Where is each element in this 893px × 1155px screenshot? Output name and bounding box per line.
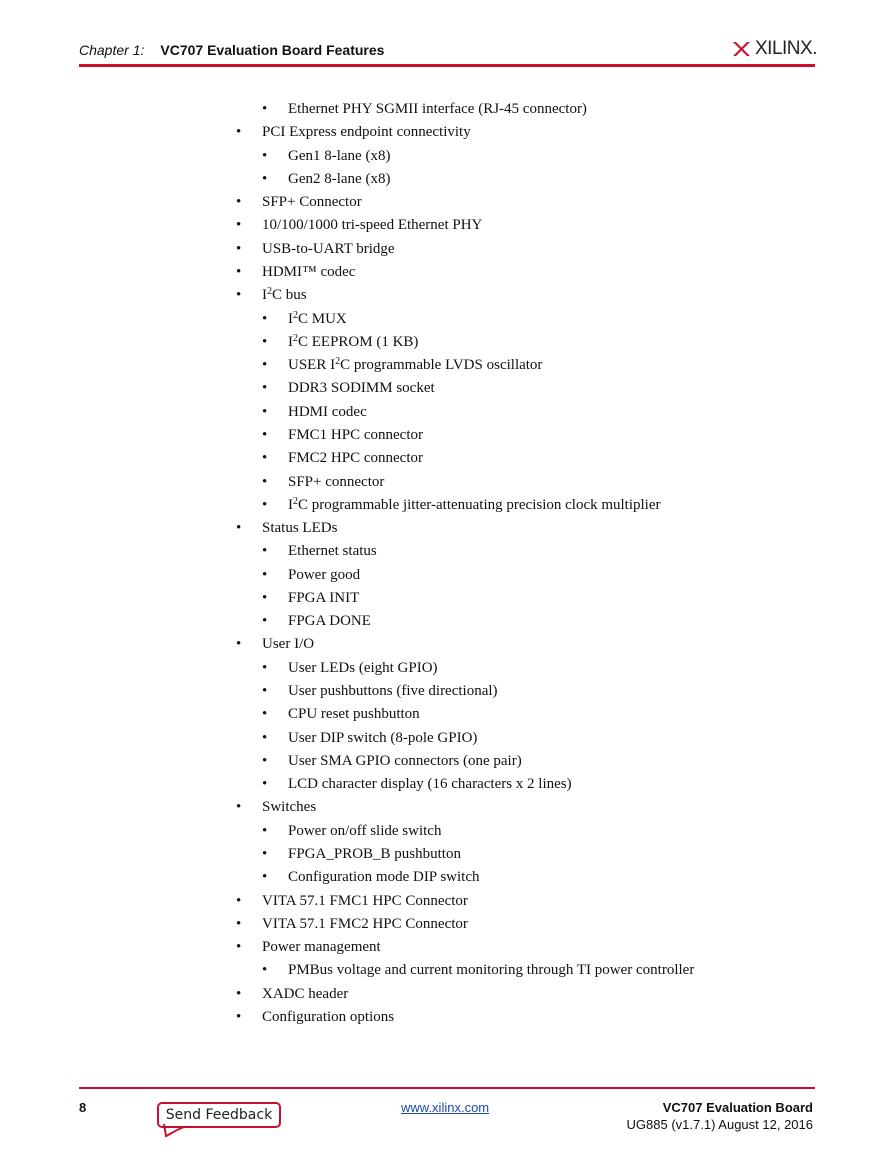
bullet-icon: • [262, 613, 268, 630]
bullet-icon: • [236, 194, 242, 211]
superscript: 2 [335, 356, 341, 368]
bullet-icon: • [262, 752, 268, 769]
list-item [262, 356, 543, 374]
bullet-icon: • [262, 333, 268, 350]
list-item [262, 659, 438, 677]
list-item [262, 729, 478, 747]
bullet-icon: • [262, 776, 268, 793]
list-item [236, 1008, 395, 1026]
bullet-icon: • [236, 892, 242, 909]
list-item-text-suffix: C bus [272, 287, 307, 304]
chapter-label: Chapter 1: [79, 42, 145, 58]
list-item-text-suffix: C EEPROM (1 KB) [298, 333, 419, 350]
list-item-text: I [288, 496, 293, 513]
list-item [262, 612, 371, 630]
list-item-text: VITA 57.1 FMC2 HPC Connector [262, 915, 468, 932]
chapter-title: VC707 Evaluation Board Features [160, 42, 385, 58]
list-item [262, 426, 423, 444]
list-item [262, 868, 480, 886]
list-item-text: FPGA INIT [288, 589, 360, 606]
list-item [262, 566, 361, 584]
list-item-text: I [262, 287, 267, 304]
list-item [262, 309, 347, 328]
logo-text: XILINX. [755, 38, 817, 59]
list-item [262, 449, 423, 467]
list-item-text: PMBus voltage and current monitoring through TI power controller [288, 962, 695, 979]
chapter-heading [79, 42, 384, 58]
doc-title: VC707 Evaluation Board [662, 1100, 813, 1115]
list-item-text: Configuration options [262, 1008, 395, 1025]
list-item-text: User SMA GPIO connectors (one pair) [288, 752, 522, 769]
bullet-icon: • [262, 403, 268, 420]
list-item-text: Ethernet PHY SGMII interface (RJ-45 connector) [288, 101, 587, 117]
list-item-text: PCI Express endpoint connectivity [262, 124, 471, 141]
list-item [262, 495, 661, 514]
bullet-icon: • [262, 357, 268, 374]
list-item-text: USER I [288, 357, 336, 374]
list-item-text: Gen2 8-lane (x8) [288, 170, 391, 187]
page-header [0, 0, 893, 70]
list-item-text: I [288, 310, 293, 327]
footer-rule [79, 1087, 815, 1089]
list-item-text: FMC2 HPC connector [288, 450, 423, 467]
list-item [262, 100, 587, 118]
list-item-text: CPU reset pushbutton [288, 706, 420, 723]
bullet-icon: • [262, 310, 268, 327]
list-item [236, 635, 315, 653]
bullet-icon: • [236, 264, 242, 280]
list-item-text: FPGA_PROB_B pushbutton [288, 846, 461, 862]
list-item [236, 123, 471, 141]
xilinx-logo [731, 38, 817, 60]
list-item [236, 286, 307, 304]
list-item [236, 938, 381, 956]
bullet-icon: • [262, 426, 268, 443]
list-item-text: Configuration mode DIP switch [288, 869, 480, 886]
list-item [262, 379, 435, 397]
bullet-icon: • [262, 822, 268, 839]
bullet-icon: • [262, 869, 268, 886]
list-item-text: FMC1 HPC connector [288, 426, 423, 443]
list-item [262, 705, 420, 723]
bullet-icon: • [262, 147, 268, 164]
doc-subtitle: UG885 (v1.7.1) August 12, 2016 [626, 1117, 813, 1132]
list-item-text: User LEDs (eight GPIO) [288, 659, 438, 676]
bullet-icon: • [262, 962, 268, 979]
list-item [262, 147, 391, 165]
list-item-text: XADC header [262, 985, 349, 1002]
list-item [236, 216, 483, 234]
list-item-text: HDMI codec [288, 403, 367, 420]
list-item-text: SFP+ connector [288, 473, 385, 490]
bullet-icon: • [236, 1008, 242, 1025]
send-feedback-button[interactable]: Send Feedback [157, 1102, 281, 1128]
bullet-icon: • [262, 659, 268, 676]
feedback-bubble-tail-icon [160, 1124, 190, 1138]
list-item [262, 682, 498, 700]
bullet-icon: • [236, 915, 242, 932]
list-item [262, 542, 377, 560]
list-item-text: FPGA DONE [288, 613, 371, 630]
list-item [236, 892, 468, 910]
bullet-icon: • [262, 473, 268, 490]
list-item [262, 332, 419, 351]
bullet-icon: • [262, 846, 268, 862]
list-item-text: Switches [262, 799, 317, 816]
list-item-text: I [288, 333, 293, 350]
list-item [262, 822, 442, 840]
bullet-icon: • [236, 636, 242, 653]
bullet-icon: • [262, 589, 268, 606]
list-item-text: User DIP switch (8-pole GPIO) [288, 729, 478, 746]
bullet-icon: • [262, 543, 268, 560]
bullet-icon: • [262, 496, 268, 513]
list-item-text: Gen1 8-lane (x8) [288, 147, 391, 164]
list-item-text: HDMI™ codec [262, 264, 356, 280]
list-item-text-suffix: C programmable jitter-attenuating precision clock multiplier [298, 496, 661, 513]
list-item [262, 845, 461, 863]
list-item-text: DDR3 SODIMM socket [288, 380, 435, 397]
list-item-text: Power management [262, 939, 381, 956]
list-item [262, 961, 695, 979]
superscript: 2 [293, 332, 298, 344]
bullet-icon: • [236, 287, 242, 304]
xilinx-x-mark-icon [731, 39, 751, 59]
bullet-icon: • [262, 380, 268, 397]
list-item [236, 985, 349, 1003]
superscript: 2 [293, 309, 298, 321]
bullet-icon: • [262, 729, 268, 746]
list-item [236, 263, 356, 281]
bullet-icon: • [236, 520, 242, 536]
list-item-text: 10/100/1000 tri-speed Ethernet PHY [262, 217, 483, 234]
list-item [236, 915, 468, 933]
list-item [236, 798, 317, 816]
list-item-text: VITA 57.1 FMC1 HPC Connector [262, 892, 468, 909]
list-item-text: User pushbuttons (five directional) [288, 683, 498, 699]
list-item-text-suffix: C MUX [298, 310, 347, 327]
list-item-text-suffix: C programmable LVDS oscillator [340, 357, 543, 374]
header-rule [79, 64, 815, 67]
list-item [262, 589, 360, 607]
page-number: 8 [79, 1100, 87, 1115]
bullet-icon: • [262, 683, 268, 699]
list-item-text: USB-to-UART bridge [262, 240, 395, 257]
superscript: 2 [293, 495, 298, 507]
bullet-icon: • [236, 799, 242, 816]
bullet-icon: • [262, 706, 268, 723]
list-item-text: SFP+ Connector [262, 194, 362, 211]
list-item [236, 519, 338, 537]
bullet-icon: • [262, 566, 268, 583]
list-item-text: LCD character display (16 characters x 2 lines) [288, 776, 572, 793]
bullet-icon: • [236, 124, 242, 141]
list-item-text: Ethernet status [288, 543, 377, 560]
list-item-text: User I/O [262, 636, 315, 653]
bullet-icon: • [236, 939, 242, 956]
list-item [236, 240, 395, 258]
list-item-text: Power on/off slide switch [288, 822, 442, 839]
list-item-text: Status LEDs [262, 520, 338, 536]
xilinx-site-link[interactable]: www.xilinx.com [401, 1100, 490, 1115]
bullet-icon: • [262, 170, 268, 187]
list-item [262, 403, 367, 421]
bullet-icon: • [262, 101, 268, 117]
list-item [262, 775, 572, 793]
list-item [262, 170, 391, 188]
bullet-icon: • [236, 217, 242, 234]
list-item-text: Power good [288, 566, 361, 583]
bullet-icon: • [236, 985, 242, 1002]
list-item [262, 752, 522, 770]
bullet-icon: • [236, 240, 242, 257]
superscript: 2 [267, 286, 272, 298]
list-item [262, 473, 385, 491]
list-item [236, 193, 362, 211]
bullet-icon: • [262, 450, 268, 467]
